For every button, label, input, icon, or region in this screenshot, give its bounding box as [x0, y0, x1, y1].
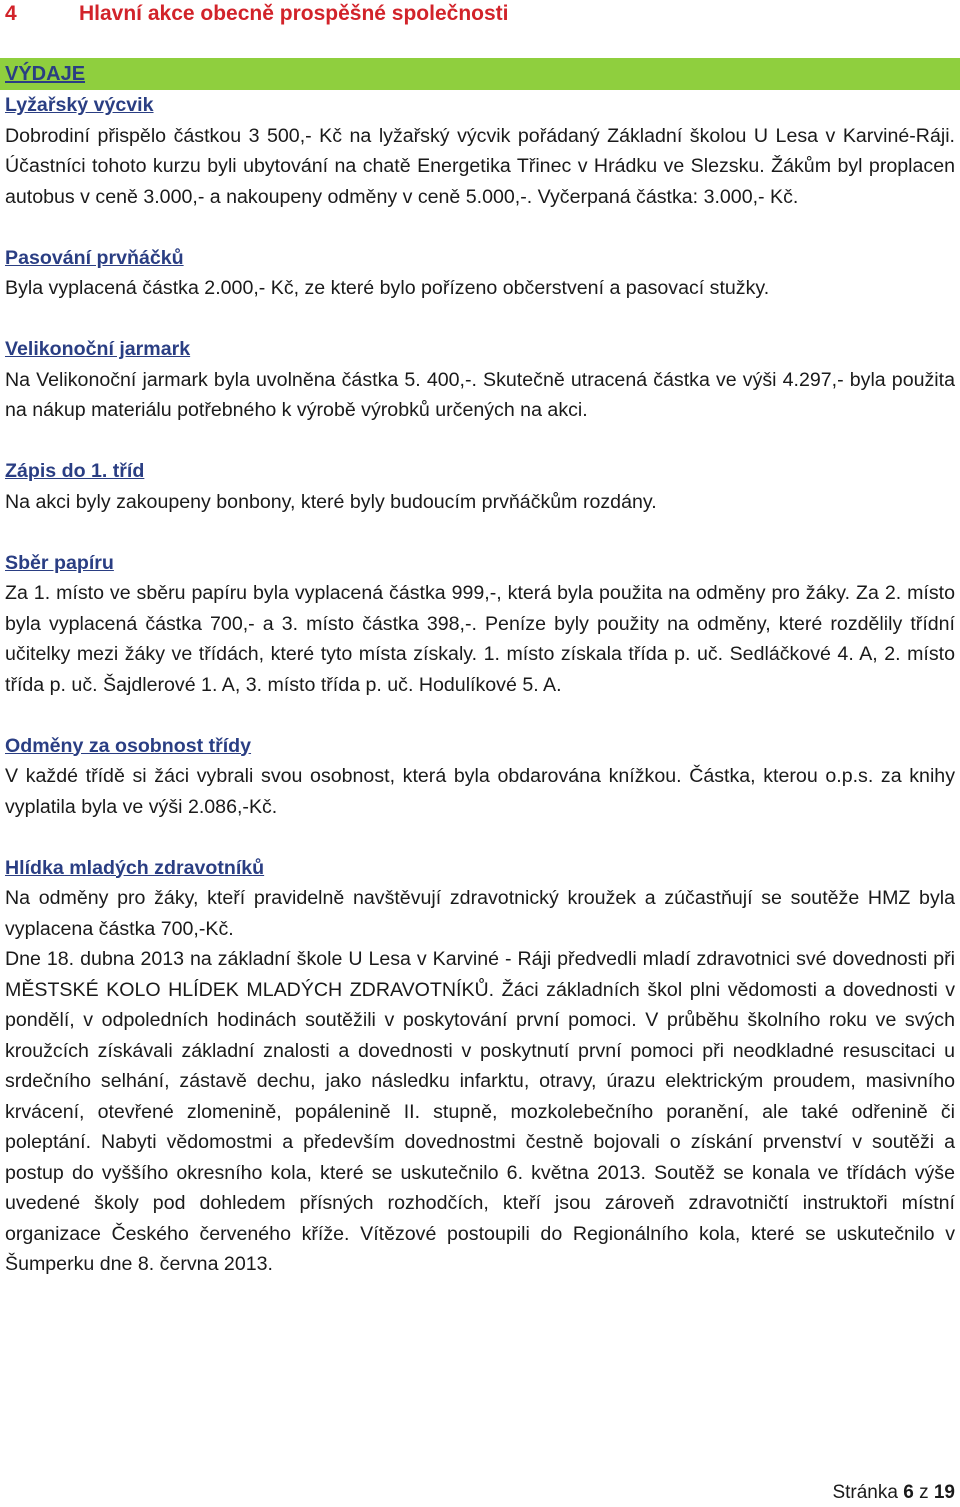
spacer	[5, 426, 955, 457]
heading-hlidka-zdravotniku: Hlídka mladých zdravotníků	[5, 856, 265, 879]
chapter-heading	[5, 0, 509, 30]
paragraph-pasovani: Byla vyplacená částka 2.000,- Kč, ze které bylo pořízeno občerstvení a pasovací stužky.	[5, 277, 770, 299]
footer-prefix: Stránka	[832, 1482, 898, 1503]
paragraph-hlidka-soutez: Dne 18. dubna 2013 na základní škole U Lesa v Karviné - Ráji předvedli mladí zdravotnici své dovednosti při MĚSTSKÉ KOLO HLÍDEK MLADÝCH ZDRAVOTNÍKŮ. Žáci základních škol plni vědomosti a dovednosti v pondělí, v odpoledních hodinách soutěžili v poskytování první pomoci. V průběhu školního roku ve svých kroužcích získávali základní znalosti a dovednosti v poskytnutí první pomoci při neodkladné resuscitaci u srdečního selhání, zástavě dechu, jako následku infarktu, otravy, úrazu elektrickým proudem, masivního krvácení, otevřené zlomenině, popálenině II. stupně, mozkolebečního poranění, ale také odřenině či poleptání. Nabyti vědomostmi a především dovednostmi čestně bojovali o získání prvenství v soutěži a postup do vyššího okresního kola, které se uskutečnilo 6. května 2013. Soutěž se konala ve třídách výše uvedené školy pod dohledem přísných rozhodčích, kteří jsou zároveň zdravotničtí instruktoři místní organizace Českého červeného kříže. Vítězové postoupili do Regionálního kola, které se uskutečnilo v Šumperku dne 8. června 2013.	[5, 948, 955, 1275]
spacer	[5, 212, 955, 243]
paragraph-lyzarsky-vycvik: Dobrodiní přispělo částkou 3 500,- Kč na lyžařský výcvik pořádaný Základní školou U Lesa v Karviné-Ráji. Účastníci tohoto kurzu byli ubytování na chatě Energetika Třinec v Hrádku ve Slezsku. Žákům byl proplacen autobus v ceně 3.000,- a nakoupeny odměny v ceně 5.000,-. Vyčerpaná částka: 3.000,- Kč.	[5, 124, 955, 208]
heading-odmeny-osobnost: Odměny za osobnost třídy	[5, 734, 252, 757]
paragraph-zapis: Na akci byly zakoupeny bonbony, které byly budoucím prvňáčkům rozdány.	[5, 490, 657, 513]
section-bar	[0, 58, 960, 90]
paragraph-sber-papiru: Za 1. místo ve sběru papíru byla vyplacená částka 999,-, která byla použita na odměny pro žáky. Za 2. místo byla vyplacená částka 700,- a 3. místo částka 398,-. Peníze byly použity na odměny, které rozdělily třídní učitelky mezi žáky ve třídách, které tyto místa získaly. 1. místo získala třída p. uč. Sedláčkové 4. A, 2. místo třída p. uč. Šajdlerové 1. A, 3. místo třída p. uč. Hodulíkové 5. A.	[5, 582, 955, 696]
section-bar-label: VÝDAJE	[5, 63, 86, 85]
spacer	[5, 517, 955, 548]
heading-sber-papiru: Sběr papíru	[5, 551, 114, 574]
paragraph-velikonocni-jarmark: Na Velikonoční jarmark byla uvolněna částka 5. 400,-. Skutečně utracená částka ve výši 4.297,- byla použita na nákup materiálu potřebného k výrobě výrobků určených na akci.	[5, 368, 955, 421]
heading-zapis: Zápis do 1. tříd	[5, 460, 145, 482]
spacer	[5, 700, 955, 731]
chapter-number: 4	[5, 2, 17, 25]
paragraph-odmeny-osobnost: V každé třídě si žáci vybrali svou osobnost, která byla obdarována knížkou. Částka, kterou o.p.s. za knihy vyplatila byla ve výši 2.086,-Kč.	[5, 765, 955, 818]
footer-page-total: 19	[933, 1482, 955, 1503]
footer-page-number: 6	[903, 1482, 914, 1503]
heading-velikonocni-jarmark: Velikonoční jarmark	[5, 338, 191, 360]
spacer	[5, 304, 955, 335]
page-footer	[832, 1482, 955, 1504]
heading-pasovani: Pasování prvňáčků	[5, 246, 184, 269]
spacer	[5, 822, 955, 853]
paragraph-hlidka-odmeny: Na odměny pro žáky, kteří pravidelně navštěvují zdravotnický kroužek a zúčastňují se soutěže HMZ byla vyplacena částka 700,-Kč.	[5, 887, 955, 940]
heading-lyzarsky-vycvik: Lyžařský výcvik	[5, 94, 154, 116]
footer-of: z	[919, 1482, 929, 1503]
chapter-title: Hlavní akce obecně prospěšné společnosti	[79, 2, 509, 25]
document-body	[5, 90, 955, 1280]
